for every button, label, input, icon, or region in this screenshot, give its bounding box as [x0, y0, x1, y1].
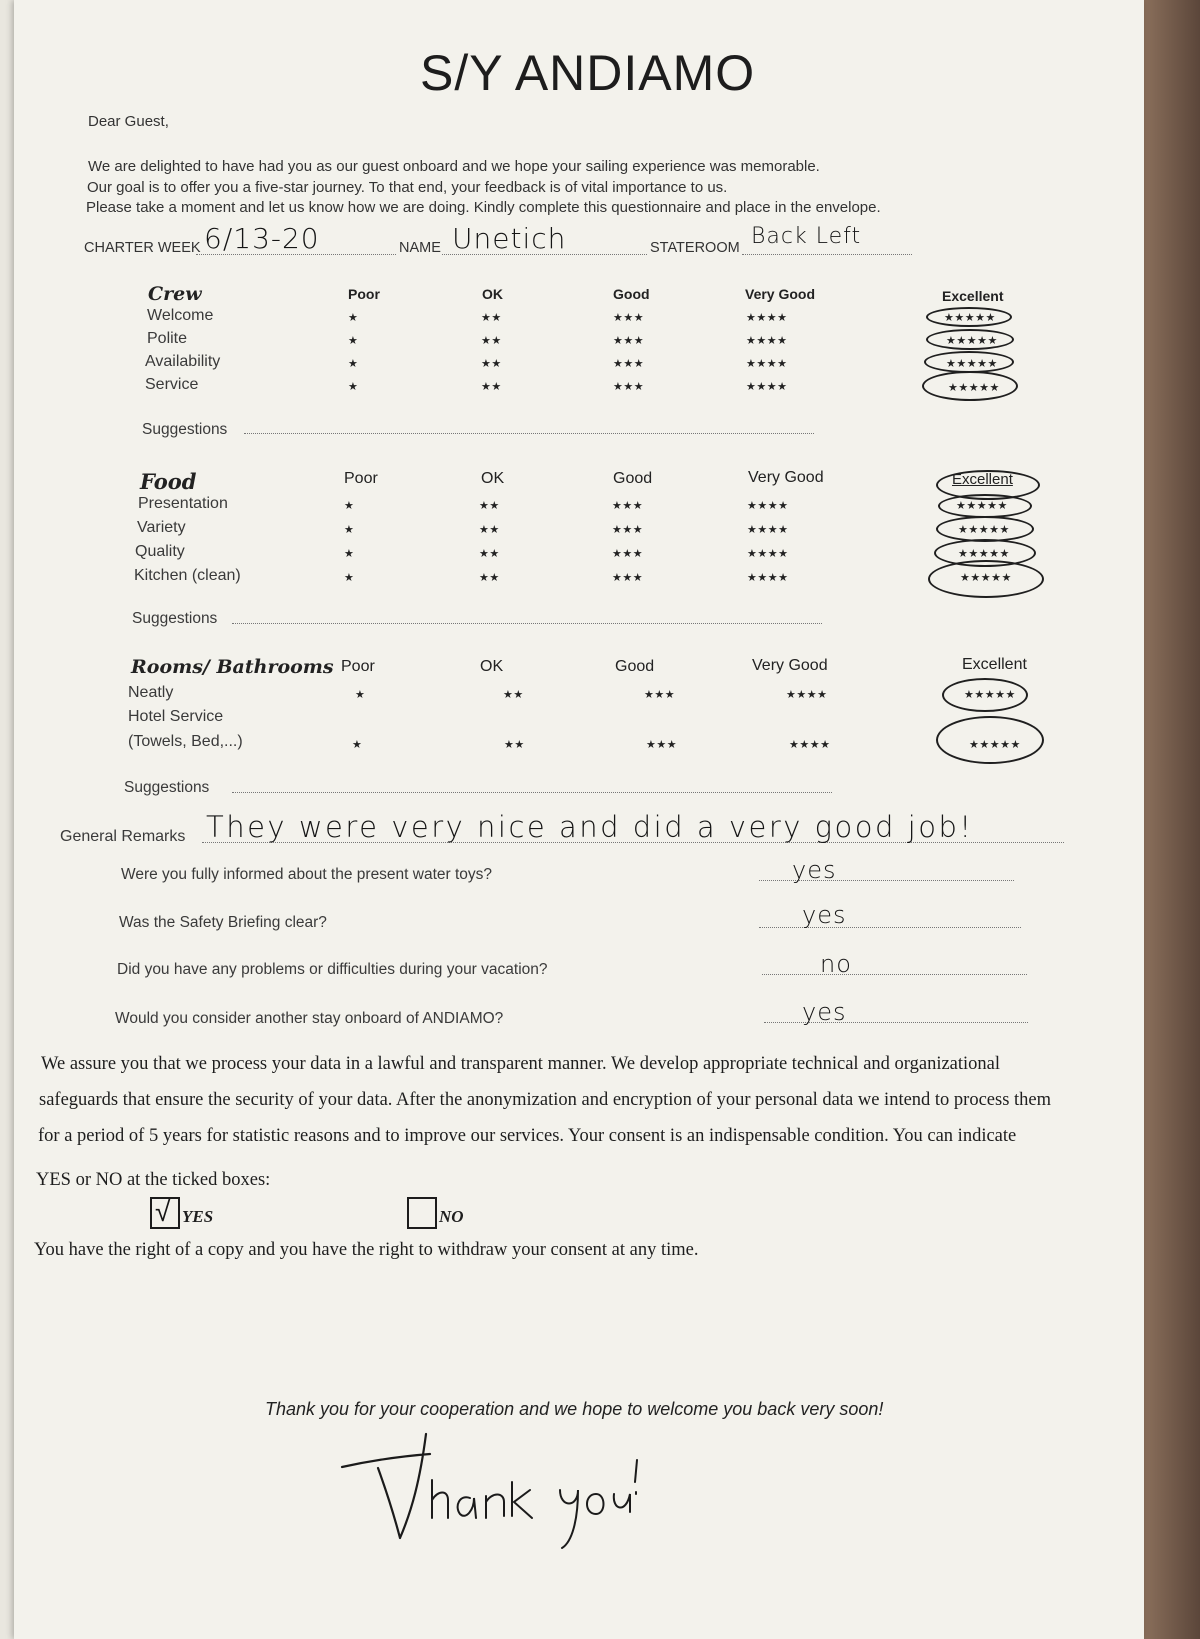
- star-option[interactable]: ★: [348, 358, 359, 370]
- star-option[interactable]: ★★★: [613, 335, 645, 347]
- rating-header-ok: OK: [481, 470, 505, 487]
- intro-line: Please take a moment and let us know how we are doing. Kindly complete this questionnaire and place in the envelope.: [86, 199, 881, 216]
- selection-circle: [926, 307, 1012, 327]
- check-mark-icon: √: [155, 1195, 172, 1228]
- selection-circle: [936, 716, 1044, 764]
- suggestions-label: Suggestions: [142, 421, 228, 438]
- rating-item: Variety: [137, 519, 186, 536]
- section-title-rooms: Rooms/ Bathrooms: [131, 656, 334, 678]
- rights-text: You have the right of a copy and you have the right to withdraw your consent at any time.: [34, 1240, 699, 1260]
- rating-item: Polite: [147, 330, 188, 347]
- star-option[interactable]: ★: [352, 739, 363, 751]
- star-option[interactable]: ★★: [481, 358, 502, 370]
- rating-item: Service: [145, 376, 199, 393]
- star-option[interactable]: ★★★★: [747, 572, 789, 584]
- star-option-selected[interactable]: ★★★★★: [946, 335, 998, 347]
- name-value[interactable]: Unetich: [452, 222, 567, 255]
- star-option-selected[interactable]: ★★★★★: [944, 312, 996, 324]
- rating-item: Neatly: [128, 684, 174, 701]
- star-option-selected[interactable]: ★★★★★: [958, 524, 1010, 536]
- suggestions-label: Suggestions: [132, 610, 218, 627]
- consent-yes-checkbox[interactable]: [150, 1197, 180, 1229]
- star-option[interactable]: ★: [344, 524, 355, 536]
- suggestions-line[interactable]: [244, 433, 814, 434]
- general-remarks-value[interactable]: They were very nice and did a very good job!: [206, 810, 974, 844]
- privacy-line: We assure you that we process your data in a lawful and transparent manner. We develop appropriate technical and organizational: [41, 1054, 1001, 1074]
- star-option-selected[interactable]: ★★★★★: [964, 689, 1016, 701]
- rating-header-ok: OK: [482, 286, 503, 302]
- privacy-line: for a period of 5 years for statistic reasons and to improve our services. Your consent is an indispensable condition. You can indicate: [38, 1126, 1017, 1146]
- section-title-crew: Crew: [148, 283, 202, 305]
- document-title: S/Y ANDIAMO: [420, 45, 756, 101]
- rating-header-poor: Poor: [341, 658, 375, 675]
- rating-item: Hotel Service: [128, 708, 224, 725]
- table-background: [1144, 0, 1200, 1639]
- intro-line: Our goal is to offer you a five-star journey. To that end, your feedback is of vital importance to us.: [87, 179, 728, 196]
- rating-header-poor: Poor: [348, 286, 380, 302]
- star-option[interactable]: ★★: [479, 500, 500, 512]
- star-option[interactable]: ★★: [481, 381, 502, 393]
- feedback-form-sheet: [14, 0, 1144, 1639]
- star-option[interactable]: ★★: [504, 739, 525, 751]
- selection-circle: [928, 560, 1044, 598]
- star-option[interactable]: ★★★: [613, 381, 645, 393]
- star-option[interactable]: ★★: [479, 524, 500, 536]
- star-option[interactable]: ★★★★: [746, 381, 788, 393]
- answer-line: [762, 974, 1027, 975]
- star-option[interactable]: ★★★★: [789, 739, 831, 751]
- rating-header-good: Good: [613, 286, 650, 302]
- star-option[interactable]: ★: [348, 312, 359, 324]
- answer-value[interactable]: yes: [792, 856, 837, 884]
- charter-week-value[interactable]: 6/13-20: [204, 222, 320, 255]
- star-option[interactable]: ★: [348, 381, 359, 393]
- section-title-food: Food: [140, 469, 197, 494]
- consent-no-checkbox[interactable]: [407, 1197, 437, 1229]
- star-option-selected[interactable]: ★★★★★: [948, 382, 1000, 394]
- general-remarks-label: General Remarks: [60, 828, 186, 845]
- privacy-line: safeguards that ensure the security of your data. After the anonymization and encryption of your personal data we intend to process them: [39, 1090, 1052, 1110]
- star-option[interactable]: ★: [344, 500, 355, 512]
- question: Were you fully informed about the present water toys?: [121, 866, 493, 883]
- star-option[interactable]: ★: [355, 689, 366, 701]
- star-option[interactable]: ★★★★: [786, 689, 828, 701]
- star-option[interactable]: ★★★: [612, 548, 644, 560]
- star-option[interactable]: ★★★: [612, 500, 644, 512]
- star-option-selected[interactable]: ★★★★★: [960, 572, 1012, 584]
- rating-header-ok: OK: [480, 658, 504, 675]
- rating-item: Quality: [135, 543, 185, 560]
- star-option[interactable]: ★★★★: [746, 358, 788, 370]
- rating-header-poor: Poor: [344, 470, 378, 487]
- rating-item: (Towels, Bed,...): [128, 733, 243, 750]
- star-option-selected[interactable]: ★★★★★: [946, 358, 998, 370]
- star-option[interactable]: ★: [348, 335, 359, 347]
- selection-circle: [942, 678, 1028, 712]
- selection-circle: [926, 329, 1014, 350]
- answer-value[interactable]: yes: [802, 901, 847, 929]
- selection-circle: [924, 351, 1014, 373]
- answer-value[interactable]: no: [820, 950, 852, 978]
- star-option[interactable]: ★★★: [612, 572, 644, 584]
- suggestions-line[interactable]: [232, 623, 822, 624]
- star-option[interactable]: ★★: [479, 572, 500, 584]
- suggestions-label: Suggestions: [124, 779, 210, 796]
- star-option[interactable]: ★★: [503, 689, 524, 701]
- rating-header-good: Good: [613, 470, 653, 487]
- consent-no-label: NO: [439, 1207, 464, 1226]
- star-option[interactable]: ★: [344, 548, 355, 560]
- stateroom-value[interactable]: Back Left: [751, 224, 862, 249]
- star-option[interactable]: ★★★: [613, 358, 645, 370]
- rating-item: Kitchen (clean): [134, 567, 241, 584]
- rating-header-very-good: Very Good: [752, 657, 828, 674]
- star-option[interactable]: ★★★: [644, 689, 676, 701]
- greeting: Dear Guest,: [88, 113, 169, 130]
- rating-item: Availability: [145, 353, 221, 370]
- star-option[interactable]: ★★★★: [747, 524, 789, 536]
- question: Would you consider another stay onboard of ANDIAMO?: [115, 1010, 504, 1027]
- rating-header-good: Good: [615, 658, 655, 675]
- consent-yes-label: YES: [182, 1207, 214, 1226]
- charter-week-label: CHARTER WEEK: [84, 240, 201, 256]
- question: Did you have any problems or difficulties during your vacation?: [117, 961, 548, 978]
- star-option[interactable]: ★★★★: [746, 312, 788, 324]
- name-label: NAME: [399, 240, 441, 256]
- selection-circle: [922, 371, 1018, 401]
- star-option[interactable]: ★: [344, 572, 355, 584]
- star-option[interactable]: ★★: [481, 335, 502, 347]
- intro-line: We are delighted to have had you as our guest onboard and we hope your sailing experience was memorable.: [88, 158, 820, 175]
- question: Was the Safety Briefing clear?: [119, 914, 327, 931]
- rating-header-excellent: Excellent: [952, 471, 1013, 488]
- answer-line: [759, 927, 1021, 928]
- answer-value[interactable]: yes: [802, 998, 847, 1026]
- rating-item: Presentation: [138, 495, 228, 512]
- star-option[interactable]: ★★★: [646, 739, 678, 751]
- star-option[interactable]: ★★: [479, 548, 500, 560]
- star-option[interactable]: ★★★★: [746, 335, 788, 347]
- star-option-selected[interactable]: ★★★★★: [956, 500, 1008, 512]
- star-option[interactable]: ★★★★: [747, 500, 789, 512]
- rating-header-very-good: Very Good: [748, 469, 824, 486]
- selection-circle: [938, 494, 1032, 518]
- star-option[interactable]: ★★★: [612, 524, 644, 536]
- rating-header-very-good: Very Good: [745, 286, 816, 302]
- closing-message: Thank you for your cooperation and we hope to welcome you back very soon!: [265, 1399, 884, 1419]
- star-option[interactable]: ★★: [481, 312, 502, 324]
- privacy-line: YES or NO at the ticked boxes:: [36, 1170, 271, 1190]
- rating-header-excellent: Excellent: [962, 656, 1027, 673]
- star-option-selected[interactable]: ★★★★★: [958, 548, 1010, 560]
- star-option[interactable]: ★★★: [613, 312, 645, 324]
- star-option[interactable]: ★★★★: [747, 548, 789, 560]
- star-option-selected[interactable]: ★★★★★: [969, 739, 1021, 751]
- rating-item: Welcome: [147, 307, 214, 324]
- stateroom-line: [742, 254, 912, 255]
- rating-header-excellent: Excellent: [942, 288, 1004, 304]
- stateroom-label: STATEROOM: [650, 240, 740, 256]
- suggestions-line[interactable]: [232, 792, 832, 793]
